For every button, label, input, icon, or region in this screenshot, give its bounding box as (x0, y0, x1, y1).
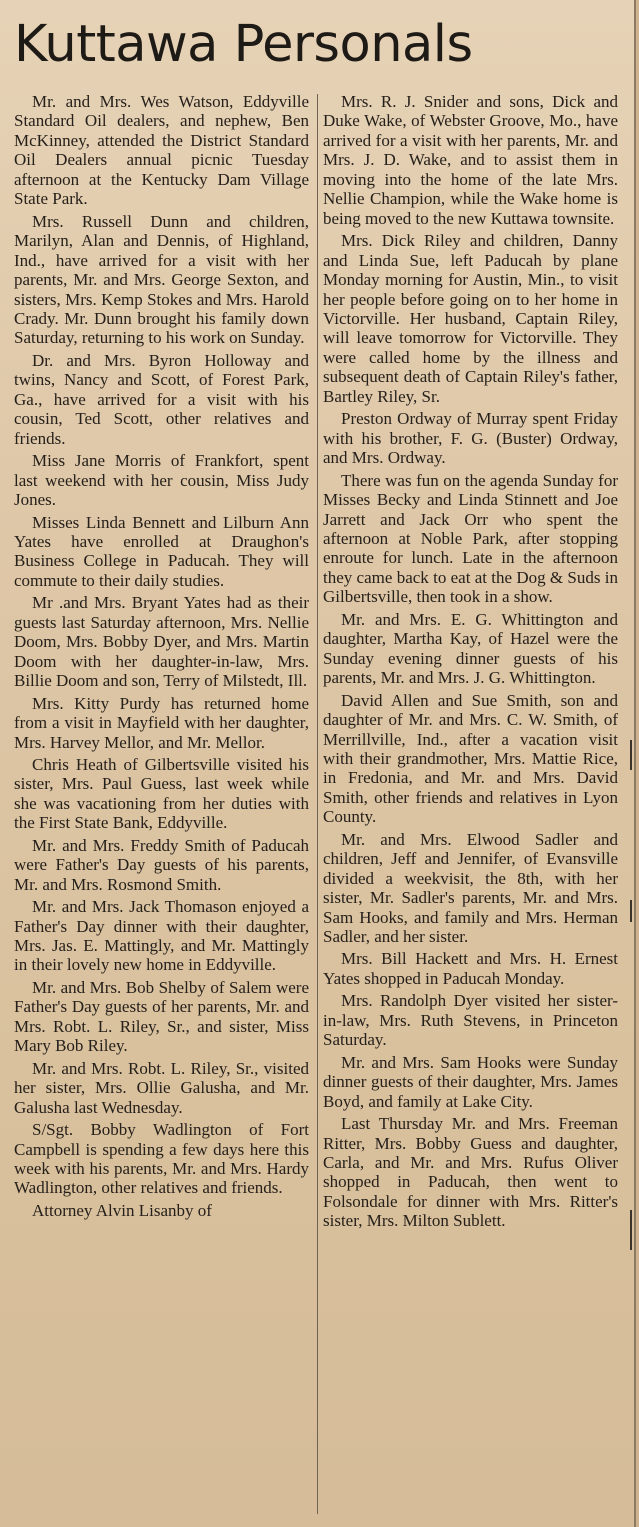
paragraph: Attorney Alvin Lisanby of (32, 1200, 212, 1220)
paragraph: Chris Heath of Gilbertsville visited his sister, Mrs. Paul Guess, last week while she was vacationing from her duties with the First State Bank, Eddyville. (14, 754, 309, 833)
column-right (323, 92, 618, 1234)
paragraph: Mr .and Mrs. Bryant Yates had as their guests last Saturday afternoon, Mrs. Nellie Doom, Mrs. Bobby Dyer, and Mrs. Martin Doom with her daughter-in-law, Mrs. Billie Doom and son, Terry of Milstedt, Ill. (14, 593, 309, 691)
page-edge-rule (634, 0, 636, 1527)
paragraph: Mr. and Mrs. E. G. Whittington and daughter, Martha Kay, of Hazel were the Sunday evening dinner guests of his parents, Mr. and Mrs. J. G. Whittington. (323, 609, 618, 688)
paragraph: Last Thursday Mr. and Mrs. Freeman Ritter, Mrs. Bobby Guess and daughter, Carla, and Mr. and Mrs. Rufus Oliver shopped in Paducah, then went to Folsondale for dinner with Mrs. Ritter's sister, Mrs. Milton Sublett. (323, 1114, 618, 1231)
edge-mark (630, 900, 632, 922)
paragraph: Dr. and Mrs. Byron Holloway and twins, Nancy and Scott, of Forest Park, Ga., have arrived for a visit with his cousin, Ted Scott, other relatives and friends. (14, 350, 309, 448)
paragraph: Mr. and Mrs. Jack Thomason enjoyed a Father's Day dinner with their daughter, Mrs. Jas. E. Mattingly, and Mr. Mattingly in their lovely new home in Eddyville. (14, 897, 309, 975)
paragraph: Mrs. Kitty Purdy has returned home from a visit in Mayfield with her daughter, Mrs. Harvey Mellor, and Mr. Mellor. (14, 693, 309, 752)
paragraph: There was fun on the agenda Sunday for Misses Becky and Linda Stinnett and Joe Jarrett and Jack Orr who spent the afternoon at Noble Park, after stopping enroute for lunch. Late in the afternoon they came back to eat at the Dog & Suds in Gilbertsville, then took in a show. (323, 470, 618, 607)
paragraph: Mr. and Mrs. Robt. L. Riley, Sr., visited her sister, Mrs. Ollie Galusha, and Mr. Galusha last Wednesday. (14, 1058, 309, 1117)
paragraph: Mr. and Mrs. Wes Watson, Eddyville Standard Oil dealers, and nephew, Ben McKinney, attended the District Standard Oil Dealers annual picnic Tuesday afternoon at the Kentucky Dam Village State Park. (14, 92, 309, 209)
paragraph: Mr. and Mrs. Freddy Smith of Paducah were Father's Day guests of his parents, Mr. and Mrs. Rosmond Smith. (14, 835, 309, 894)
paragraph: Preston Ordway of Murray spent Friday with his brother, F. G. (Buster) Ordway, and Mrs. Ordway. (323, 409, 618, 468)
paragraph: Mrs. Bill Hackett and Mrs. H. Ernest Yates shopped in Paducah Monday. (323, 949, 618, 988)
paragraph: S/Sgt. Bobby Wadlington of Fort Campbell is spending a few days here this week with his parents, Mr. and Mrs. Hardy Wadlington, other relatives and friends. (14, 1120, 309, 1198)
paragraph: Mrs. Russell Dunn and children, Marilyn, Alan and Dennis, of Highland, Ind., have arrived for a visit with her parents, Mr. and Mrs. George Sexton, and sisters, Mrs. Kemp Stokes and Mrs. Harold Crady. Mr. Dunn brought his family down Saturday, returning to his work on Sunday. (14, 211, 309, 348)
column-left (14, 92, 309, 1223)
paragraph: Mr. and Mrs. Bob Shelby of Salem were Father's Day guests of her parents, Mr. and Mrs. Robt. L. Riley, Sr., and sister, Miss Mary Bob Riley. (14, 977, 309, 1056)
paragraph: Mrs. R. J. Snider and sons, Dick and Duke Wake, of Webster Groove, Mo., have arrived for a visit with her parents, Mr. and Mrs. J. D. Wake, and to assist them in moving into the home of the late Mrs. Nellie Champion, while the Wake home is being moved to the new Kuttawa townsite. (323, 92, 618, 228)
paragraph: Misses Linda Bennett and Lilburn Ann Yates have enrolled at Draughon's Business College in Paducah. They will commute to their daily studies. (14, 512, 309, 590)
edge-mark (630, 1210, 632, 1250)
paragraph: Mrs. Randolph Dyer visited her sister-in-law, Mrs. Ruth Stevens, in Princeton Saturday. (323, 991, 618, 1050)
column-divider (317, 94, 318, 1514)
paragraph: Mr. and Mrs. Elwood Sadler and children, Jeff and Jennifer, of Evansville divided a weekvisit, the 8th, with her sister, Mr. Sadler's parents, Mr. and Mrs. Sam Hooks, and family and Mrs. Herman Sadler, and her sister. (323, 829, 618, 947)
paragraph: Mr. and Mrs. Sam Hooks were Sunday dinner guests of their daughter, Mrs. James Boyd, and family at Lake City. (323, 1052, 618, 1111)
headline: Kuttawa Personals (14, 15, 473, 74)
paragraph: Miss Jane Morris of Frankfort, spent last weekend with her cousin, Miss Judy Jones. (14, 451, 309, 510)
paragraph: David Allen and Sue Smith, son and daughter of Mr. and Mrs. C. W. Smith, of Merrillville, Ind., after a vacation visit with their grandmother, Mrs. Mattie Rice, in Fredonia, and Mr. and Mrs. David Smith, other friends and relatives in Lyon County. (323, 690, 618, 827)
paragraph: Mrs. Dick Riley and children, Danny and Linda Sue, left Paducah by plane Monday morning for Austin, Min., to visit her people before going on to her home in Victorville. Her husband, Captain Riley, will leave tomorrow for Victorville. They were called home by the illness and subsequent death of Captain Riley's father, Bartley Riley, Sr. (323, 231, 618, 406)
edge-mark (630, 740, 632, 770)
